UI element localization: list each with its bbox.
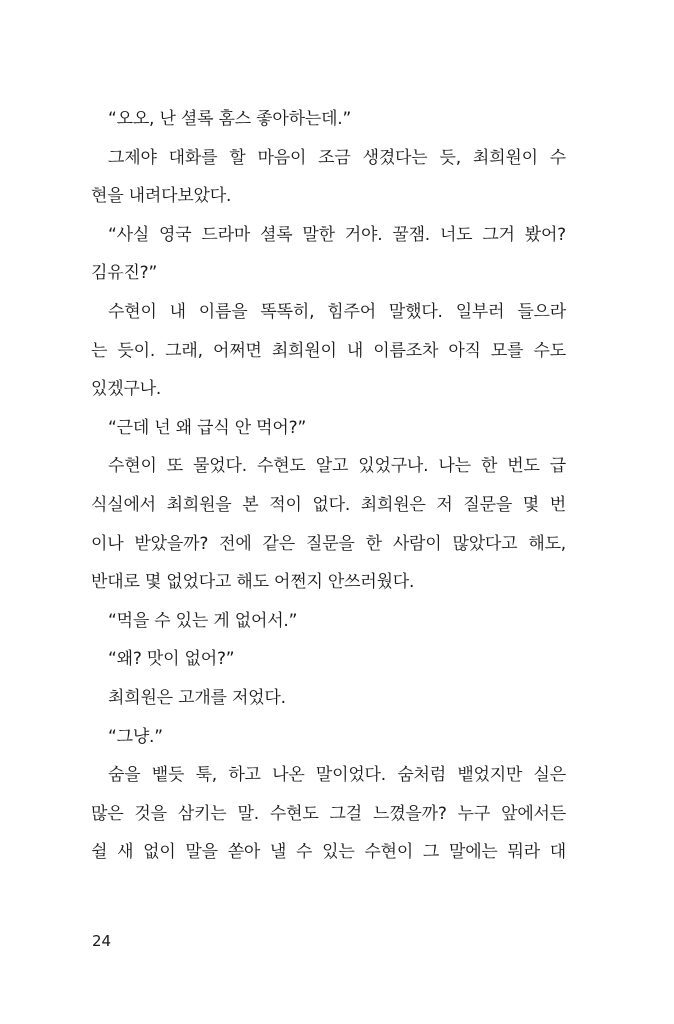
text-line-dialogue: “왜? 맛이 없어?” bbox=[108, 649, 235, 670]
text-line: 김유진?” bbox=[91, 263, 158, 284]
text-line-dialogue: “사실 영국 드라마 셜록 말한 거야. 꿀잼. 너도 그거 봤어? bbox=[108, 224, 566, 245]
body-text bbox=[91, 100, 566, 872]
text-line: 그제야 대화를 할 마음이 조금 생겼다는 듯, 최희원이 수 bbox=[108, 147, 566, 168]
page-number: 24 bbox=[92, 932, 112, 950]
text-line: 는 듯이. 그래, 어쩌면 최희원이 내 이름조차 아직 모를 수도 bbox=[91, 340, 566, 361]
text-line: 많은 것을 삼키는 말. 수현도 그걸 느꼈을까? 누구 앞에서든 bbox=[91, 803, 566, 824]
text-line: 쉴 새 없이 말을 쏟아 낼 수 있는 수현이 그 말에는 뭐라 대 bbox=[91, 842, 566, 863]
text-line: 있겠구나. bbox=[91, 379, 162, 400]
text-line-dialogue: “먹을 수 있는 게 없어서.” bbox=[108, 610, 298, 631]
text-line: 수현이 또 물었다. 수현도 알고 있었구나. 나는 한 번도 급 bbox=[108, 456, 566, 477]
text-line: 최희원은 고개를 저었다. bbox=[108, 687, 286, 708]
text-line-dialogue: “그냥.” bbox=[108, 726, 163, 747]
text-line: 식실에서 최희원을 본 적이 없다. 최희원은 저 질문을 몇 번 bbox=[91, 494, 566, 515]
text-line-dialogue: “근데 넌 왜 급식 안 먹어?” bbox=[108, 417, 307, 438]
text-line: 숨을 뱉듯 툭, 하고 나온 말이었다. 숨처럼 뱉었지만 실은 bbox=[108, 765, 566, 786]
text-line: 이나 받았을까? 전에 같은 질문을 한 사람이 많았다고 해도, bbox=[91, 533, 566, 554]
text-line: 반대로 몇 없었다고 해도 어쩐지 안쓰러웠다. bbox=[91, 572, 415, 593]
text-line-dialogue: “오오, 난 셜록 홈스 좋아하는데.” bbox=[108, 109, 352, 129]
text-line: 수현이 내 이름을 똑똑히, 힘주어 말했다. 일부러 들으라 bbox=[108, 301, 566, 322]
text-line: 현을 내려다보았다. bbox=[91, 186, 232, 207]
